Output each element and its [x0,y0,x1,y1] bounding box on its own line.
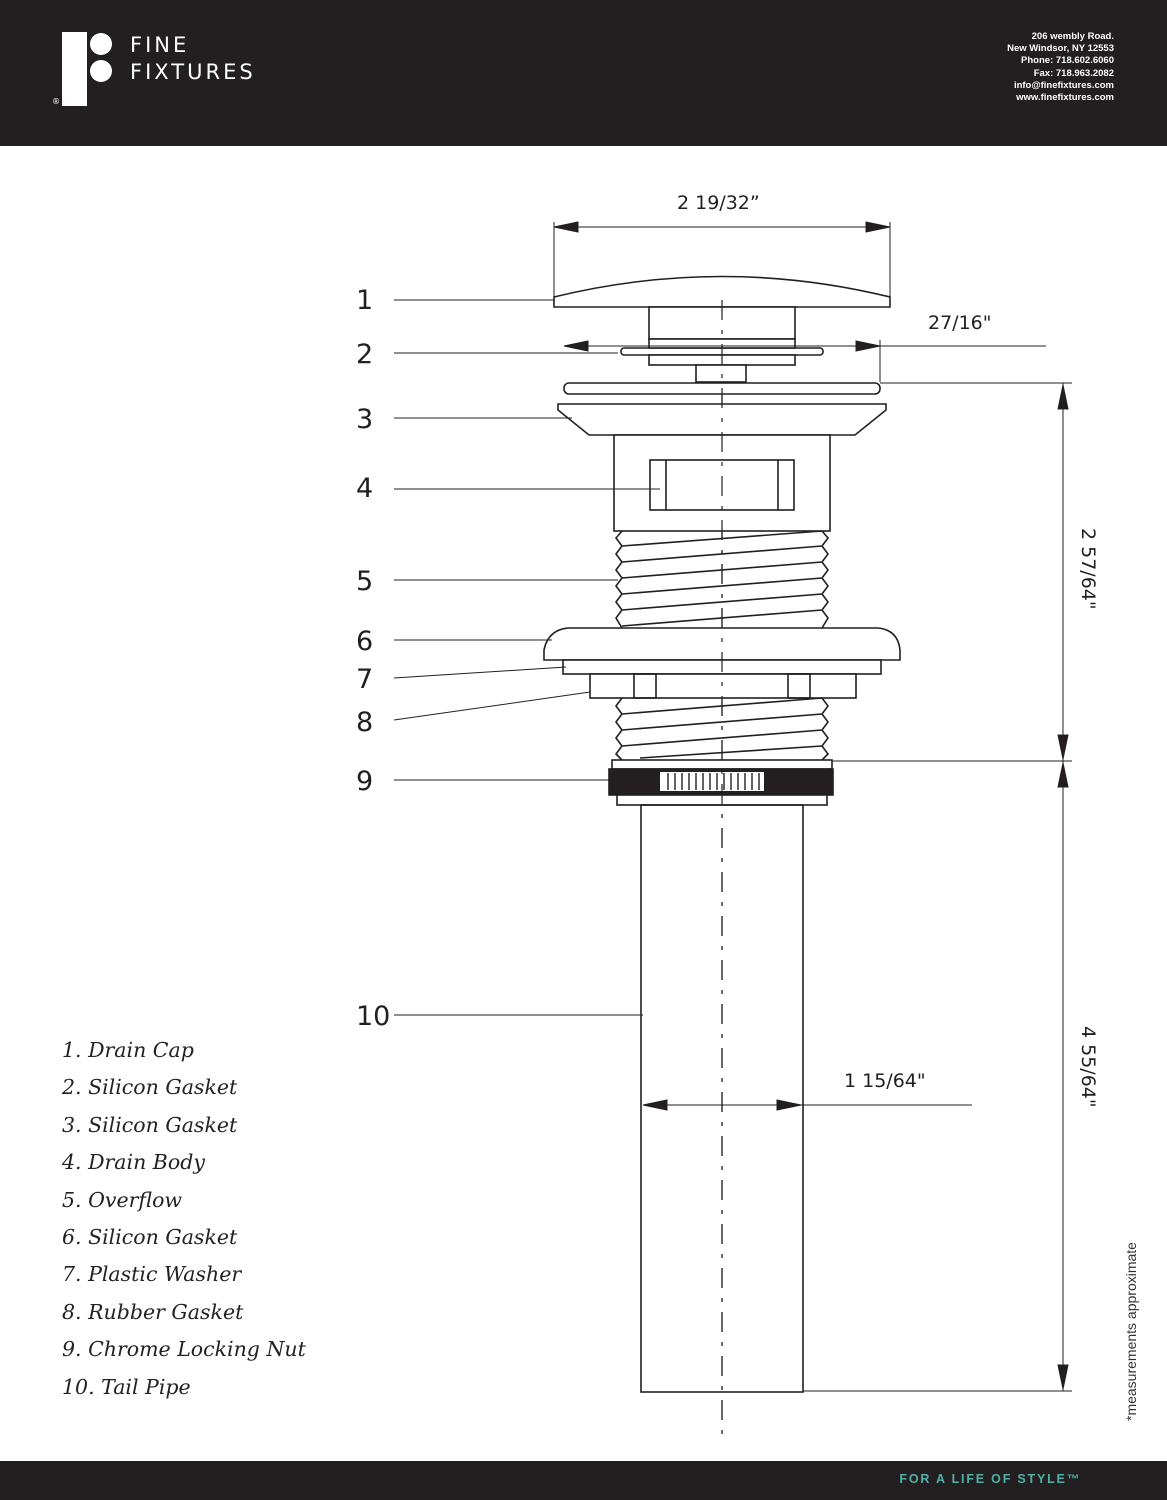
brand-name-line1: FINE [130,33,190,57]
address-line2: New Windsor, NY 12553 [1007,43,1114,55]
dim-label-upper-height: 2 57/64" [1077,528,1099,610]
fax: Fax: 718.963.2082 [1033,67,1114,79]
legend-item: 7. Plastic Washer [62,1262,242,1287]
callout-9: 9 [356,766,374,797]
legend-item: 9. Chrome Locking Nut [62,1337,306,1362]
legend-item: 8. Rubber Gasket [62,1299,244,1324]
callout-6: 6 [356,626,374,657]
dimension-upper-height [832,383,1072,761]
dim-label-cap-width: 2 19/32” [677,192,760,214]
legend-item: 5. Overflow [62,1187,182,1212]
registered-mark: ® [52,97,60,106]
legend-item: 2. Silicon Gasket [62,1075,238,1100]
callout-4: 4 [356,473,374,504]
footer-bar [0,1461,1167,1500]
dimension-pipe-width [643,1100,972,1110]
legend-item: 10. Tail Pipe [62,1374,191,1399]
callout-1: 1 [356,285,374,316]
callout-5: 5 [356,566,374,597]
dimension-gasket-width [564,340,1046,382]
callout-10: 10 [356,1001,391,1032]
legend-item: 1. Drain Cap [62,1038,194,1062]
dim-label-lower-height: 4 55/64" [1077,1026,1099,1108]
rubber-gasket-part [590,674,856,760]
phone: Phone: 718.602.6060 [1021,55,1114,67]
legend-item: 4. Drain Body [62,1150,205,1175]
brand-name-line2: FIXTURES [130,60,256,84]
measurements-note: *measurements approximate [1123,1242,1139,1421]
parts-legend [62,1035,306,1409]
legend-item: 6. Silicon Gasket [62,1224,238,1249]
dim-label-gasket-width: 27/16" [928,312,992,334]
callout-2: 2 [356,339,374,370]
email-link[interactable]: info@finefixtures.com [1013,79,1114,91]
callout-3: 3 [356,404,374,435]
callout-8: 8 [356,707,374,738]
website-link[interactable]: www.finefixtures.com [1016,92,1114,104]
callout-7: 7 [356,664,374,695]
dim-label-pipe-width: 1 15/64" [844,1070,926,1092]
footer-tagline: FOR A LIFE OF STYLE™ [899,1472,1081,1486]
legend-item: 3. Silicon Gasket [62,1112,238,1137]
address-line1: 206 wembly Road. [1031,31,1114,42]
chrome-locking-nut-part [609,760,833,805]
